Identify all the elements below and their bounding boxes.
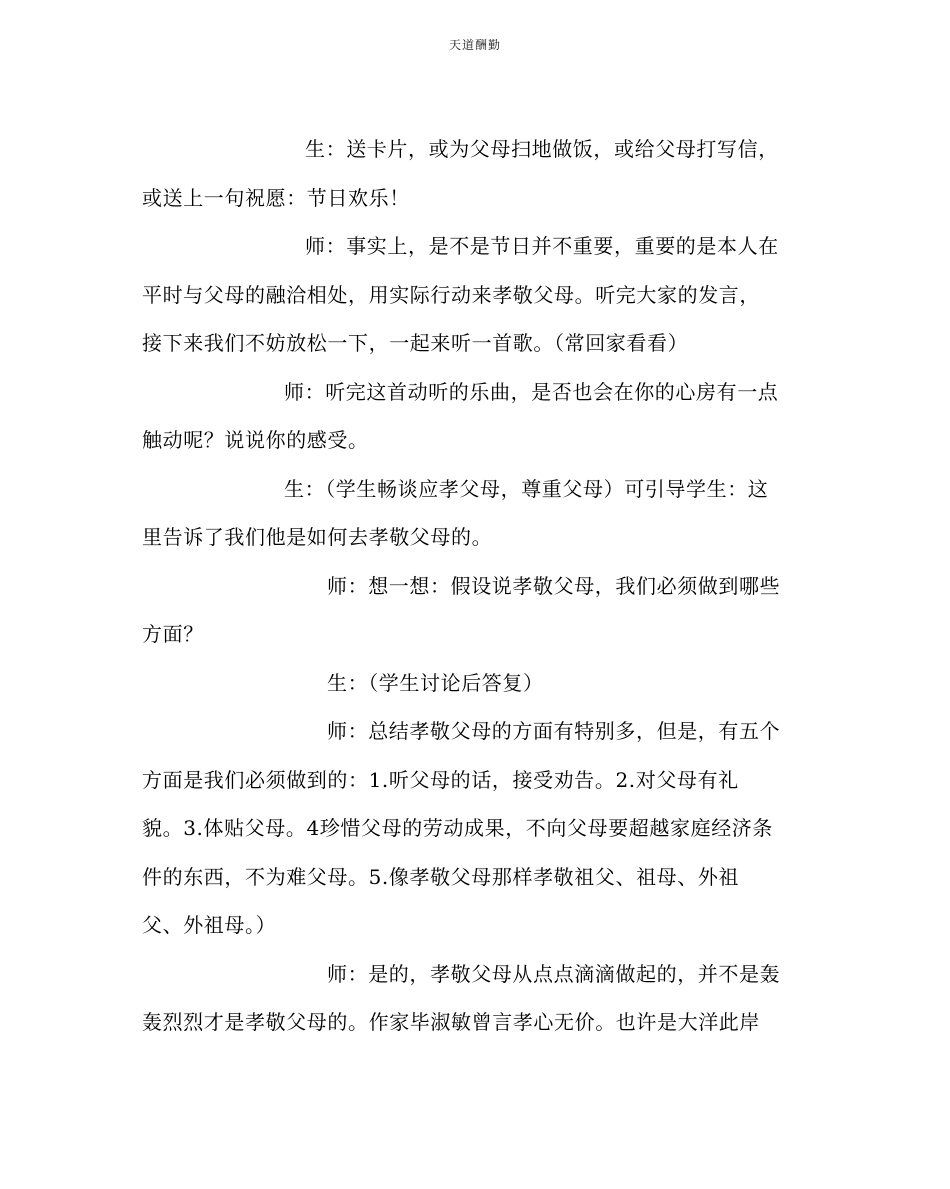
paragraph [142, 562, 812, 659]
text-line: 里告诉了我们他是如何去孝敬父母的。 [142, 525, 493, 549]
text-line: 师：事实上，是不是节日并不重要，重要的是本人在 [305, 234, 779, 258]
text-line: 或送上一句祝愿：节日欢乐！ [142, 185, 410, 210]
paragraph [142, 368, 812, 465]
text-line: 父、外祖母。） [142, 913, 277, 937]
text-line: 触动呢？说说你的感受。 [142, 428, 369, 452]
text-line: 貌。3.体贴父母。4珍惜父母的劳动成果，不向父母要超越家庭经济条 [142, 816, 774, 840]
text-line: 生：送卡片，或为父母扫地做饭，或给父母打写信， [305, 137, 779, 161]
paragraph [142, 659, 812, 708]
paragraph [142, 222, 812, 368]
text-line: 平时与父母的融洽相处，用实际行动来孝敬父母。听完大家的发言， [142, 282, 760, 307]
text-line: 接下来我们不妨放松一下，一起来听一首歌。（常回家看看） [142, 331, 689, 355]
text-line: 师：总结孝敬父母的方面有特别多，但是，有五个 [327, 719, 781, 743]
text-line: 师：听完这首动听的乐曲，是否也会在你的心房有一点 [284, 379, 779, 404]
text-line: 方面是我们必须做到的：1.听父母的话，接受劝告。2.对父母有礼 [142, 767, 739, 792]
paragraph [142, 125, 812, 222]
text-line: 师：是的，孝敬父母从点点滴滴做起的，并不是轰 [327, 961, 781, 986]
text-line: 师：想一想：假设说孝敬父母，我们必须做到哪些 [327, 573, 781, 598]
page-header: 天道酬勤 [448, 38, 501, 52]
paragraph [142, 950, 812, 1047]
text-line: 生：（学生讨论后答复） [327, 670, 544, 695]
text-line: 方面？ [142, 622, 204, 646]
text-line: 轰烈烈才是孝敬父母的。作家毕淑敏曾言孝心无价。也许是大洋此岸 [142, 1010, 760, 1034]
text-line: 生：（学生畅谈应孝父母，尊重父母）可引导学生：这 [284, 476, 769, 501]
paragraph [142, 465, 812, 562]
document-body [142, 125, 812, 1047]
paragraph [142, 707, 812, 950]
text-line: 件的东西，不为难父母。5.像孝敬父母那样孝敬祖父、祖母、外祖 [142, 864, 740, 889]
